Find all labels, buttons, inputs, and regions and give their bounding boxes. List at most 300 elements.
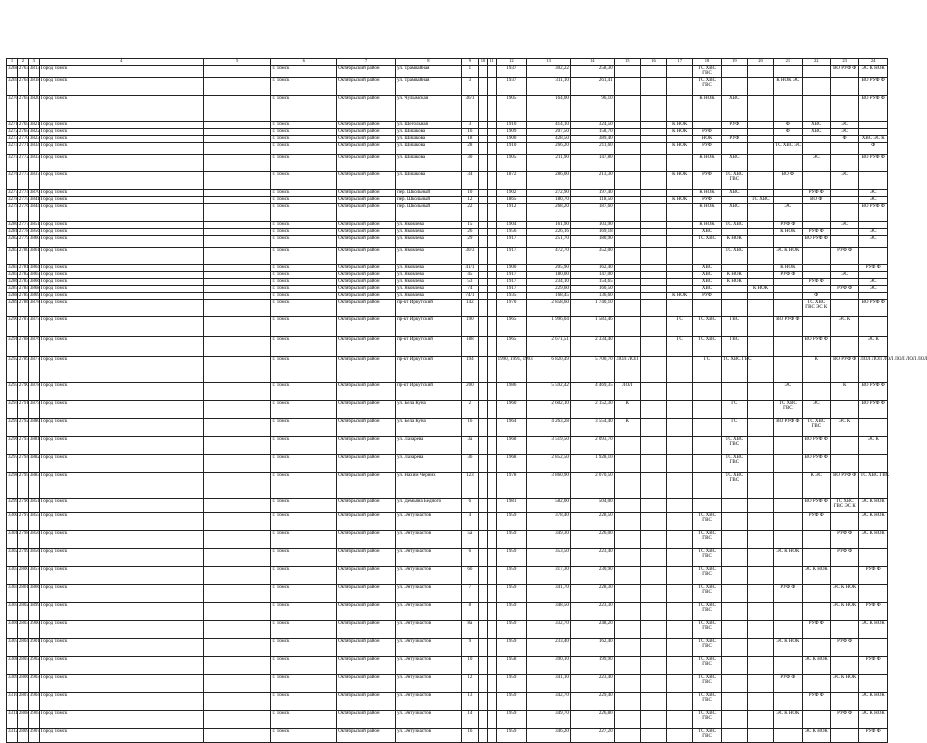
cell-text: ул. Энтузиастов xyxy=(397,531,432,536)
table-cell xyxy=(774,401,802,419)
cell-text: г. Томск xyxy=(272,419,290,424)
cell-text: 2799 xyxy=(18,549,29,554)
cell-text: Октябрьский район xyxy=(338,286,380,291)
table-cell xyxy=(7,693,18,711)
table-cell xyxy=(203,129,271,136)
cell-text: 2765 xyxy=(18,96,29,101)
table-cell xyxy=(337,419,396,437)
table-cell xyxy=(721,455,747,473)
table-cell xyxy=(640,531,666,549)
table-cell xyxy=(667,567,693,585)
table-cell xyxy=(614,531,640,549)
table-cell xyxy=(479,172,488,190)
cell-text: 3280 xyxy=(8,222,18,227)
cell-text: 16 xyxy=(467,129,473,134)
table-cell xyxy=(667,222,693,229)
cell-text: 1937 xyxy=(506,78,517,83)
table-cell xyxy=(667,279,693,286)
table-cell xyxy=(487,357,496,383)
table-cell xyxy=(667,236,693,248)
cell-text: 1905 xyxy=(506,155,517,160)
table-cell xyxy=(271,96,337,122)
table-cell xyxy=(203,383,271,401)
cell-text-line2: ГВС xyxy=(702,83,712,88)
table-cell xyxy=(693,272,721,279)
table-cell xyxy=(487,499,496,513)
cell-text: 1960 xyxy=(506,401,517,406)
column-number: 2 xyxy=(17,59,28,66)
table-cell xyxy=(39,621,203,639)
table-cell xyxy=(640,419,666,437)
table-cell xyxy=(7,293,18,300)
cell-text: Октябрьский район xyxy=(338,190,380,195)
table-cell xyxy=(461,204,478,222)
table-cell xyxy=(859,136,888,143)
table-cell xyxy=(527,78,571,96)
table-cell xyxy=(337,204,396,222)
cell-text: Город Томск xyxy=(40,236,68,241)
table-cell xyxy=(271,473,337,499)
cell-text: 123 xyxy=(466,473,474,478)
cell-text: 3304 xyxy=(8,585,18,590)
column-number: 23 xyxy=(830,59,858,66)
table-cell xyxy=(479,204,488,222)
cell-text-line2: ГВС xyxy=(702,644,712,649)
table-cell xyxy=(17,603,28,621)
cell-text: 4 263,28 xyxy=(551,419,569,424)
cell-text: 3278 xyxy=(8,197,18,202)
table-cell xyxy=(859,236,888,248)
table-cell xyxy=(774,585,802,603)
cell-text: Октябрьский район xyxy=(338,693,380,698)
table-row xyxy=(7,143,888,155)
cell-text: ВО РУФ Ф xyxy=(833,357,857,362)
cell-text: ЭС xyxy=(869,279,877,284)
cell-text: ТС ХВС xyxy=(698,531,716,536)
table-cell xyxy=(614,473,640,499)
cell-text: г. Томск xyxy=(272,675,290,680)
table-cell xyxy=(802,66,830,78)
cell-text: К НОК xyxy=(726,272,742,277)
cell-text: 3865 xyxy=(29,272,40,277)
table-cell xyxy=(859,621,888,639)
cell-text: 390,10 xyxy=(555,657,569,662)
table-cell xyxy=(203,300,271,317)
table-cell xyxy=(667,143,693,155)
table-cell xyxy=(721,96,747,122)
cell-text: РУФ Ф xyxy=(808,621,824,626)
table-cell xyxy=(479,96,488,122)
table-cell xyxy=(7,272,18,279)
cell-text: 147,80 xyxy=(598,155,613,160)
table-cell xyxy=(693,337,721,357)
cell-text: пер. Школьный xyxy=(397,204,431,209)
cell-text: Октябрьский район xyxy=(338,172,380,177)
cell-text: ТС ХВС xyxy=(725,248,744,253)
table-cell xyxy=(830,693,858,711)
cell-text-line2: ГВС xyxy=(729,317,740,322)
cell-text: 2763 xyxy=(18,66,29,71)
table-cell xyxy=(830,437,858,455)
cell-text: 3276 xyxy=(8,172,18,177)
table-cell xyxy=(7,585,18,603)
table-cell xyxy=(747,143,773,155)
cell-text: К НОК xyxy=(699,96,715,101)
table-cell xyxy=(479,693,488,711)
table-cell xyxy=(830,401,858,419)
table-cell xyxy=(774,78,802,96)
table-row xyxy=(7,66,888,78)
table-cell xyxy=(774,96,802,122)
table-cell xyxy=(7,96,18,122)
cell-text: ХВС xyxy=(729,155,740,160)
table-cell xyxy=(693,729,721,743)
cell-text: 1965 xyxy=(506,337,517,342)
table-cell xyxy=(802,455,830,473)
cell-text: Октябрьский район xyxy=(338,222,380,227)
table-cell xyxy=(774,419,802,437)
cell-text: ТС ХВС xyxy=(698,567,716,572)
cell-text: 3298 xyxy=(8,473,18,478)
table-cell xyxy=(203,401,271,419)
cell-text: РУФ Ф xyxy=(837,248,853,253)
table-cell xyxy=(203,66,271,78)
table-cell xyxy=(28,122,39,129)
table-cell xyxy=(774,236,802,248)
table-cell xyxy=(271,317,337,337)
table-cell xyxy=(802,693,830,711)
cell-text: 353,50 xyxy=(555,549,569,554)
cell-text: ТС ХВС xyxy=(698,549,716,554)
table-cell xyxy=(830,357,858,383)
table-cell xyxy=(487,639,496,657)
cell-text: 16 xyxy=(467,729,473,734)
table-cell xyxy=(667,190,693,197)
cell-text: 74 xyxy=(467,286,473,291)
table-cell xyxy=(271,711,337,729)
table-cell xyxy=(7,300,18,317)
table-cell xyxy=(487,222,496,229)
table-cell xyxy=(747,248,773,265)
table-cell xyxy=(203,531,271,549)
table-cell xyxy=(802,129,830,136)
table-cell xyxy=(570,293,614,300)
cell-text: 14 xyxy=(467,711,473,716)
cell-text: ул. Яковлева xyxy=(397,248,424,253)
cell-text: 3869 xyxy=(29,293,40,298)
column-number: 15 xyxy=(614,59,640,66)
table-cell xyxy=(461,567,478,585)
table-cell xyxy=(461,96,478,122)
table-cell xyxy=(802,567,830,585)
cell-text-line2: ГВС xyxy=(702,716,712,721)
table-cell xyxy=(614,401,640,419)
table-cell xyxy=(747,172,773,190)
table-cell xyxy=(28,222,39,229)
table-cell xyxy=(271,383,337,401)
cell-text: 1981 xyxy=(506,499,517,504)
table-cell xyxy=(28,190,39,197)
cell-text: 582,00 xyxy=(555,499,569,504)
table-cell xyxy=(28,300,39,317)
cell-text: 2773 xyxy=(18,172,29,177)
cell-text: Город Томск xyxy=(40,437,68,442)
table-cell xyxy=(721,143,747,155)
cell-text: 2789 xyxy=(18,357,29,362)
table-cell xyxy=(479,229,488,236)
cell-text: г. Томск xyxy=(272,455,290,460)
table-cell xyxy=(614,286,640,293)
table-cell xyxy=(271,279,337,286)
table-cell xyxy=(17,419,28,437)
table-row xyxy=(7,585,888,603)
table-cell xyxy=(747,300,773,317)
cell-text: 2794 xyxy=(18,455,29,460)
table-cell xyxy=(640,96,666,122)
cell-text: 2785 xyxy=(18,293,29,298)
table-cell xyxy=(39,401,203,419)
table-cell xyxy=(614,419,640,437)
table-cell xyxy=(830,229,858,236)
table-cell xyxy=(721,229,747,236)
table-cell xyxy=(802,337,830,357)
cell-text: Октябрьский район xyxy=(338,657,380,662)
table-cell xyxy=(721,197,747,204)
table-cell xyxy=(496,401,527,419)
table-cell xyxy=(570,190,614,197)
table-cell xyxy=(747,729,773,743)
table-cell xyxy=(39,317,203,337)
table-cell xyxy=(496,143,527,155)
cell-text: 197,40 xyxy=(598,190,613,195)
cell-text: ЭС xyxy=(841,272,848,277)
cell-text: 1909 xyxy=(506,129,517,134)
cell-text: ул. Яковлева xyxy=(397,222,424,227)
table-cell xyxy=(802,96,830,122)
table-cell xyxy=(693,473,721,499)
cell-text: ТС ХВС xyxy=(751,197,770,202)
table-cell xyxy=(614,155,640,172)
cell-text: 3281 xyxy=(8,229,18,234)
cell-text: ул. Энтузиастов xyxy=(397,729,432,734)
cell-text: Город Томск xyxy=(40,513,68,518)
table-row xyxy=(7,129,888,136)
cell-text: К НОК xyxy=(699,204,715,209)
cell-text: ТС ХВС xyxy=(698,729,716,734)
table-row xyxy=(7,455,888,473)
cell-text: РУФ xyxy=(729,136,740,141)
table-cell xyxy=(667,204,693,222)
table-cell xyxy=(527,204,571,222)
cell-text: ЭС К xyxy=(839,419,851,424)
cell-text: 3310 xyxy=(8,693,18,698)
cell-text: 3880 xyxy=(29,419,40,424)
table-cell xyxy=(396,383,462,401)
table-cell xyxy=(17,155,28,172)
cell-text: 3823 xyxy=(29,136,40,141)
table-cell xyxy=(774,222,802,229)
table-cell xyxy=(527,279,571,286)
table-cell xyxy=(7,621,18,639)
table-cell xyxy=(271,172,337,190)
table-cell xyxy=(7,711,18,729)
cell-text: 2 070,50 xyxy=(595,473,613,478)
table-cell xyxy=(496,279,527,286)
cell-text: Город Томск xyxy=(40,657,68,662)
table-cell xyxy=(721,693,747,711)
table-cell xyxy=(461,265,478,272)
cell-text: 3269 xyxy=(8,78,18,83)
cell-text: 268,20 xyxy=(555,204,569,209)
cell-text: 3866 xyxy=(29,585,40,590)
table-cell xyxy=(271,499,337,513)
cell-text: 3288 xyxy=(8,293,18,298)
table-cell xyxy=(693,293,721,300)
cell-text: 6 xyxy=(468,549,472,554)
table-row xyxy=(7,229,888,236)
table-cell xyxy=(802,317,830,337)
table-cell xyxy=(461,549,478,567)
table-cell xyxy=(271,300,337,317)
cell-text: ул. Бела Куна xyxy=(397,419,426,424)
table-cell xyxy=(614,639,640,657)
table-cell xyxy=(7,317,18,337)
cell-text: 12 xyxy=(467,675,473,680)
column-number: 9 xyxy=(461,59,478,66)
table-cell xyxy=(487,473,496,499)
table-cell xyxy=(17,96,28,122)
cell-text: Ф xyxy=(871,143,876,148)
cell-text: 2805 xyxy=(18,657,29,662)
table-cell xyxy=(693,357,721,383)
cell-text: Город Томск xyxy=(40,549,68,554)
table-cell xyxy=(337,383,396,401)
cell-text: ТС ХВС xyxy=(698,693,716,698)
table-cell xyxy=(747,455,773,473)
cell-text: 53 xyxy=(467,279,473,284)
table-cell xyxy=(17,513,28,531)
table-cell xyxy=(396,197,462,204)
table-cell xyxy=(830,136,858,143)
table-cell xyxy=(337,129,396,136)
cell-text: ул. Яковлева xyxy=(397,286,424,291)
cell-text: 3861 xyxy=(29,248,40,253)
cell-text: 2780 xyxy=(18,248,29,253)
table-cell xyxy=(693,419,721,437)
cell-text: ул. Энтузиастов xyxy=(397,657,432,662)
table-cell xyxy=(461,222,478,229)
cell-text: 1872 xyxy=(506,172,517,177)
cell-text: 2806 xyxy=(18,675,29,680)
cell-text: Октябрьский район xyxy=(338,317,380,322)
cell-text: 2803 xyxy=(18,621,29,626)
table-cell xyxy=(802,265,830,272)
table-cell xyxy=(396,675,462,693)
table-cell xyxy=(667,78,693,96)
table-cell xyxy=(337,513,396,531)
cell-text: 3864 xyxy=(29,265,40,270)
table-cell xyxy=(17,473,28,499)
table-cell xyxy=(337,337,396,357)
table-cell xyxy=(39,300,203,317)
cell-text: 332,70 xyxy=(555,621,569,626)
table-cell xyxy=(774,473,802,499)
table-cell xyxy=(527,136,571,143)
table-cell xyxy=(487,172,496,190)
table-cell xyxy=(271,729,337,743)
table-cell xyxy=(774,621,802,639)
cell-text: ГС xyxy=(676,317,683,322)
table-cell xyxy=(747,317,773,337)
table-cell xyxy=(28,531,39,549)
table-cell xyxy=(28,357,39,383)
cell-text: ХВС xyxy=(729,96,740,101)
table-cell xyxy=(774,190,802,197)
cell-text: ГС xyxy=(731,401,738,406)
table-cell xyxy=(396,437,462,455)
table-cell xyxy=(203,603,271,621)
table-cell xyxy=(640,300,666,317)
cell-text-line2: ГВС ЭС К xyxy=(833,504,856,509)
table-cell xyxy=(747,401,773,419)
table-cell xyxy=(859,401,888,419)
table-cell xyxy=(527,96,571,122)
cell-text: 1986 xyxy=(506,383,517,388)
cell-text: Город Томск xyxy=(40,155,68,160)
table-row xyxy=(7,300,888,317)
table-cell xyxy=(667,383,693,401)
table-cell xyxy=(28,639,39,657)
table-row xyxy=(7,172,888,190)
cell-text: 3294 xyxy=(8,401,18,406)
cell-text: К НОК xyxy=(752,286,769,291)
table-cell xyxy=(496,473,527,499)
cell-text: 3289 xyxy=(8,300,18,305)
cell-text: 261,41 xyxy=(598,78,613,83)
cell-text: К НОК xyxy=(672,172,688,177)
table-cell xyxy=(461,279,478,286)
cell-text: 3312 xyxy=(8,729,18,734)
table-cell xyxy=(479,657,488,675)
table-cell xyxy=(570,567,614,585)
table-cell xyxy=(487,567,496,585)
cell-text: ВО РУФ Ф xyxy=(861,78,885,83)
table-cell xyxy=(17,357,28,383)
table-cell xyxy=(527,357,571,383)
table-cell xyxy=(28,337,39,357)
table-cell xyxy=(859,357,927,383)
table-cell xyxy=(396,531,462,549)
table-cell xyxy=(39,279,203,286)
table-cell xyxy=(527,197,571,204)
table-cell xyxy=(830,419,858,437)
cell-text: 346,20 xyxy=(555,729,569,734)
table-cell xyxy=(396,265,462,272)
table-cell xyxy=(721,567,747,585)
table-cell xyxy=(461,317,478,337)
table-cell xyxy=(28,197,39,204)
table-cell xyxy=(747,549,773,567)
cell-text: пр-кт Иркутский xyxy=(397,300,433,305)
cell-text: ЭС К НОК xyxy=(861,513,885,518)
table-row xyxy=(7,499,888,513)
cell-text: 1959 xyxy=(506,567,517,572)
table-cell xyxy=(496,549,527,567)
table-cell xyxy=(487,129,496,136)
table-cell xyxy=(747,229,773,236)
table-cell xyxy=(7,143,18,155)
table-cell xyxy=(7,499,18,513)
